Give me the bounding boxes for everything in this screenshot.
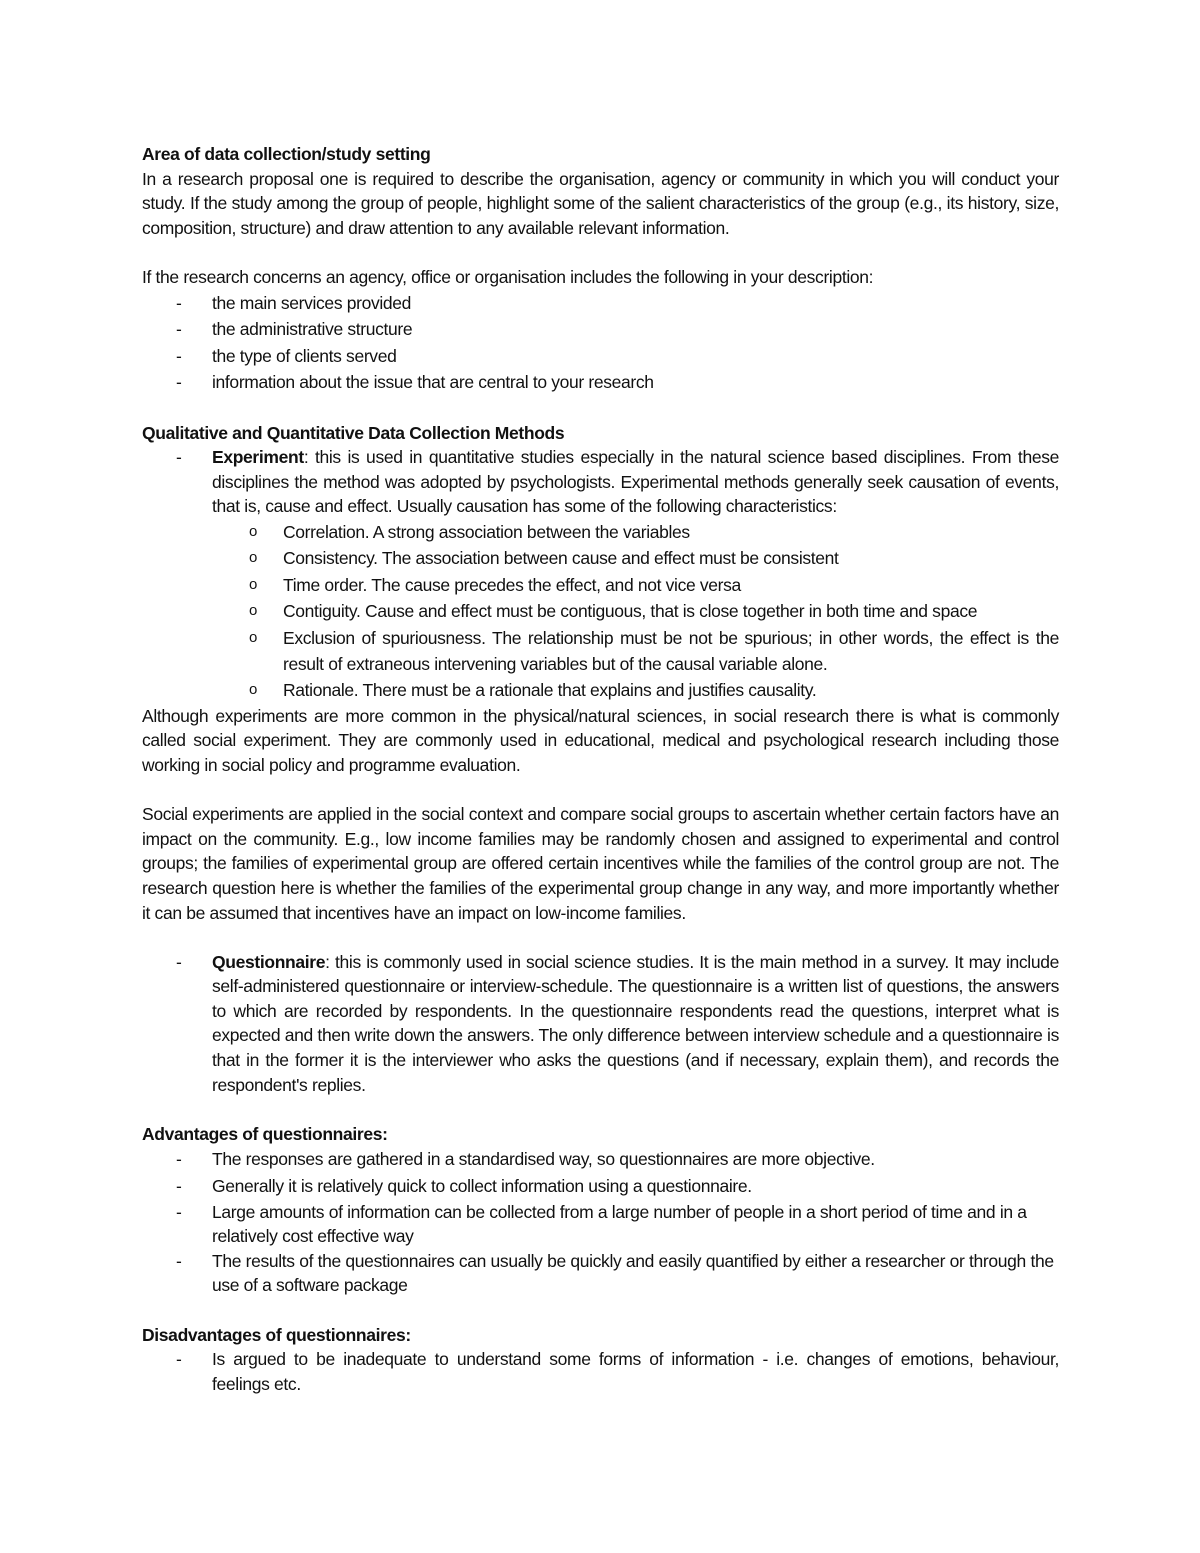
spacer <box>142 1097 1059 1122</box>
paragraph-social-experiment: Although experiments are more common in the physical/natural sciences, in social research there is what is commonly called social experiment. They are commonly used in educational, medical and psychological research including those working in social policy and programme evaluation. <box>142 705 1059 775</box>
list-advantages <box>142 1146 1059 1298</box>
list-item: - information about the issue that are central to your research <box>142 369 1059 396</box>
spacer <box>142 778 1059 803</box>
dash-bullet: - <box>176 1149 182 1170</box>
list-item-experiment: - Experiment: this is used in quantitative studies especially in the natural science based disciplines. From these disciplines the method was adopted by psychologists. Experimental methods generally seek causation of events, that is, cause and effect. Usually causation has some of the following characteristics: <box>176 447 1059 517</box>
list-item: o Correlation. A strong association between the variables <box>142 519 1059 545</box>
dash-bullet: - <box>176 1250 182 1271</box>
dash-bullet: - <box>176 1349 182 1370</box>
paragraph-agency-description: If the research concerns an agency, office or organisation includes the following in your description: <box>142 266 874 287</box>
list-item-questionnaire: - Questionnaire: this is commonly used in social science studies. It is the main method in a survey. It may include self-administered questionnaire or interview-schedule. The questionnaire is a written list of questions, the answers to which are recorded by respondents. In the questionnaire respondents read the questions, interpret what is expected and then write down the answers. The only difference between interview schedule and a questionnaire is that in the former it is the interviewer who asks the questions (and if necessary, explain them), and records the respondent's replies. <box>176 951 1059 1095</box>
list-item: - the main services provided <box>142 290 1059 317</box>
circle-bullet: o <box>249 628 257 646</box>
list-item: - The results of the questionnaires can usually be quickly and easily quantified by either a researcher or through the use of a software package <box>176 1250 1054 1296</box>
spacer <box>142 1298 1059 1323</box>
dash-bullet: - <box>176 1201 182 1222</box>
spacer <box>142 925 1059 950</box>
circle-bullet: o <box>249 681 257 699</box>
dash-bullet: - <box>176 372 182 393</box>
dash-bullet: - <box>176 1176 182 1197</box>
dash-bullet: - <box>176 345 182 366</box>
list-causation-characteristics <box>142 519 1059 704</box>
dash-bullet: - <box>176 319 182 340</box>
list-item: - Generally it is relatively quick to collect information using a questionnaire. <box>142 1173 1059 1200</box>
list-item: - Large amounts of information can be collected from a large number of people in a short period of time and in a relatively cost effective way <box>176 1201 1027 1247</box>
list-item: - the administrative structure <box>142 316 1059 343</box>
circle-bullet: o <box>249 575 257 593</box>
dash-bullet: - <box>176 292 182 313</box>
heading-disadvantages: Disadvantages of questionnaires: <box>142 1324 411 1345</box>
paragraph-social-experiments-applied: Social experiments are applied in the social context and compare social groups to ascertain whether certain factors have an impact on the community. E.g., low income families may be randomly chosen and assigned to experimental and control groups; the families of experimental group are offered certain incentives while the families of the control group are not. The research question here is whether the families of the experimental group change in any way, and more importantly whether it can be assumed that incentives have an impact on low-income families. <box>142 804 1059 923</box>
term-questionnaire: Questionnaire <box>212 951 326 972</box>
spacer <box>142 240 1059 265</box>
circle-bullet: o <box>249 549 257 567</box>
dash-bullet: - <box>176 951 182 972</box>
list-item: - Is argued to be inadequate to understand some forms of information - i.e. changes of emotions, behaviour, feelings etc. <box>176 1349 1059 1394</box>
list-item: - the type of clients served <box>142 343 1059 370</box>
dash-bullet: - <box>176 447 182 468</box>
circle-bullet: o <box>249 522 257 540</box>
list-item: o Exclusion of spuriousness. The relationship must be not be spurious; in other words, the effect is the result of extraneous intervening variables but of the causal variable alone. <box>142 625 1059 678</box>
heading-data-collection-methods: Qualitative and Quantitative Data Collection Methods <box>142 422 565 443</box>
list-disadvantages <box>142 1347 1059 1396</box>
list-item: o Contiguity. Cause and effect must be contiguous, that is close together in both time and space <box>142 598 1059 624</box>
list-description-items <box>142 290 1059 396</box>
spacer <box>142 396 1059 421</box>
list-item: - The responses are gathered in a standardised way, so questionnaires are more objective. <box>142 1146 1059 1173</box>
paragraph-area-description: In a research proposal one is required to describe the organisation, agency or community in which you will conduct your study. If the study among the group of people, highlight some of the salient characteristics of the group (e.g., its history, size, composition, structure) and draw attention to any available relevant information. <box>142 168 1059 238</box>
document-page <box>142 142 1059 1396</box>
list-methods-questionnaire <box>142 950 1059 1098</box>
heading-advantages: Advantages of questionnaires: <box>142 1123 388 1144</box>
list-item: o Consistency. The association between cause and effect must be consistent <box>142 545 1059 571</box>
term-experiment: Experiment <box>212 447 304 468</box>
list-methods <box>142 445 1059 519</box>
heading-area-of-data-collection: Area of data collection/study setting <box>142 144 431 164</box>
circle-bullet: o <box>249 602 257 620</box>
list-item: o Rationale. There must be a rationale that explains and justifies causality. <box>142 677 1059 703</box>
list-item: o Time order. The cause precedes the effect, and not vice versa <box>142 572 1059 598</box>
